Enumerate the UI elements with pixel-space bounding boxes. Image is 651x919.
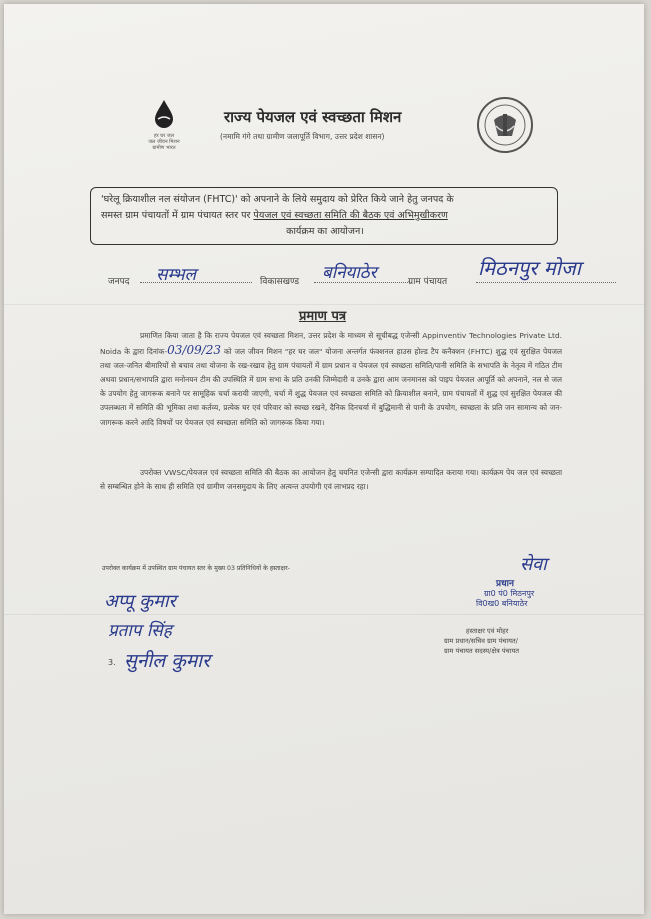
signature-number-3: 3. (108, 658, 116, 667)
certificate-paragraph-2 (100, 466, 562, 494)
document-page (4, 4, 644, 914)
panchayat-line (476, 282, 616, 283)
banner-line-1: 'घरेलू क्रियाशील नल संयोजन (FHTC)' को अपनाने के लिये समुदाय को प्रेरित किये जाने हेतु जनपद के (101, 194, 454, 205)
logo-caption-3: ग्रामीण भारत (152, 145, 176, 151)
paper-fold (4, 614, 644, 615)
banner-line-3: कार्यक्रम का आयोजन। (286, 226, 364, 237)
certificate-title: प्रमाण पत्र (299, 309, 347, 324)
logo-caption-2: जल जीवन मिशन (148, 139, 180, 145)
pradhan-stamp (444, 579, 574, 609)
paragraph-1-start: प्रमाणित किया जाता है कि राज्य पेयजल एवं स्वच्छता मिशन, उत्तर प्रदेश के माध्यम से सूचीबद्ध एजेन्सी Appinventiv Technologies Private Ltd. Noida के द्वारा दिनांक- (100, 331, 562, 357)
signature-1: अप्पू कुमार (104, 591, 176, 612)
pradhan-signature: सेवा (520, 554, 547, 575)
paper-fold (4, 304, 644, 305)
district-label: जनपद (108, 277, 130, 287)
block-label: विकासखण्ड (260, 277, 300, 287)
stamp-line-1: प्रधान (496, 579, 514, 589)
certificate-paragraph-1 (100, 329, 562, 430)
signatory-designation (444, 626, 584, 656)
stamp-line-3: वि0ख0 बनियाठेर (476, 599, 528, 608)
program-banner (90, 187, 558, 245)
panchayat-value: मिठनपुर मोजा (478, 256, 581, 280)
water-drop-icon (153, 99, 175, 129)
mission-title: राज्य पेयजल एवं स्वच्छता मिशन (224, 108, 402, 126)
paragraph-1-rest: को जल जीवन मिशन "हर घर जल" योजना अन्तर्गत फंक्शनल हाउस होल्ड टैप कनैक्शन (FHTC) शुद्ध एवं सुरक्षित पेयजल तथा जल-जनित बीमारियों से बचाव तथा योजना के रख-रखाव हेतु ग्राम पंचायतों में ग्राम प्रधान व पेयजल एवं स्वच्छता समिति/पानी समिति के सभापति के नेतृत्व में गठित टीम अथवा प्रधान/सभापति द्वारा मनोनयन टीम की उपस्थिति में ग्राम सभा के प्रति उनकी जिम्मेदारी व उनके द्वारा आम जनमानस को पाइप पेयजल आपूर्ति को अपनाने, नल से जल के उपयोग हेतु जागरूक बनाने पर सामूहिक चर्चा करायी जाएगी, चर्चा में शुद्ध पेयजल एवं स्वच्छता समिति को क्रियाशील बनाने, ग्राम पंचायतों में शुद्ध एवं सुरक्षित पेयजल की उपलब्धता में समिति की भूमिका तथा कर्तव्य, प्रत्येक घर एवं परिवार को स्वच्छ रखने, दैनिक दिनचर्या में बुद्धिमानी से पानी के उपयोग, स्वच्छता के प्रति जन सामान्य को जन-जागरूक करने आदि विषयों पर पेयजल एवं स्वच्छता समिति को जागरूक किया गया। (100, 347, 562, 427)
signature-2: प्रताप सिंह (108, 621, 172, 641)
district-value: सम्भल (156, 265, 197, 285)
designation-line-2: ग्राम प्रधान/सचिव ग्राम पंचायत/ (444, 637, 518, 645)
jal-jeevan-logo (144, 99, 184, 151)
panchayat-label: ग्राम पंचायत (408, 277, 448, 287)
stamp-line-2: ग्रा0 पं0 मिठनपुर (484, 589, 535, 598)
paragraph-2-text: उपरोक्त VWSC/पेयजल एवं स्वच्छता समिति की बैठक का आयोजन हेतु चयनित एजेन्सी द्वारा कार्यक्रम सम्पादित कराया गया। कार्यक्रम पेय जल एवं स्वच्छता से सम्बन्धित होने के साथ ही समिति एवं ग्रामीण जनसमुदाय के लिए अत्यन्त उपयोगी एवं लाभप्रद रहा। (100, 468, 562, 492)
logo-caption-1: हर घर जल (154, 133, 174, 139)
banner-line-2-underlined: पेयजल एवं स्वच्छता समिति की बैठक एवं अभिमुखीकरण (253, 210, 448, 221)
banner-line-2: समस्त ग्राम पंचायतों में ग्राम पंचायत स्तर पर (101, 210, 254, 221)
event-date: 03/09/23 (167, 343, 222, 358)
up-govt-seal-icon (476, 96, 534, 154)
mission-subtitle: (नमामि गंगे तथा ग्रामीण जलापूर्ति विभाग, उत्तर प्रदेश शासन) (220, 132, 385, 141)
designation-line-1: हस्ताक्षर एवं मोहर (466, 627, 509, 635)
designation-line-3: ग्राम पंचायत सदस्य/क्षेत्र पंचायत (444, 647, 520, 655)
block-value: बनियाठेर (322, 263, 377, 283)
signatures-intro: उपरोक्त कार्यक्रम में उपस्थित ग्राम पंचायत स्तर के मुख्य 03 प्रतिनिधियों के हस्ताक्षर- (102, 565, 290, 572)
signature-3: सुनील कुमार (124, 650, 210, 672)
